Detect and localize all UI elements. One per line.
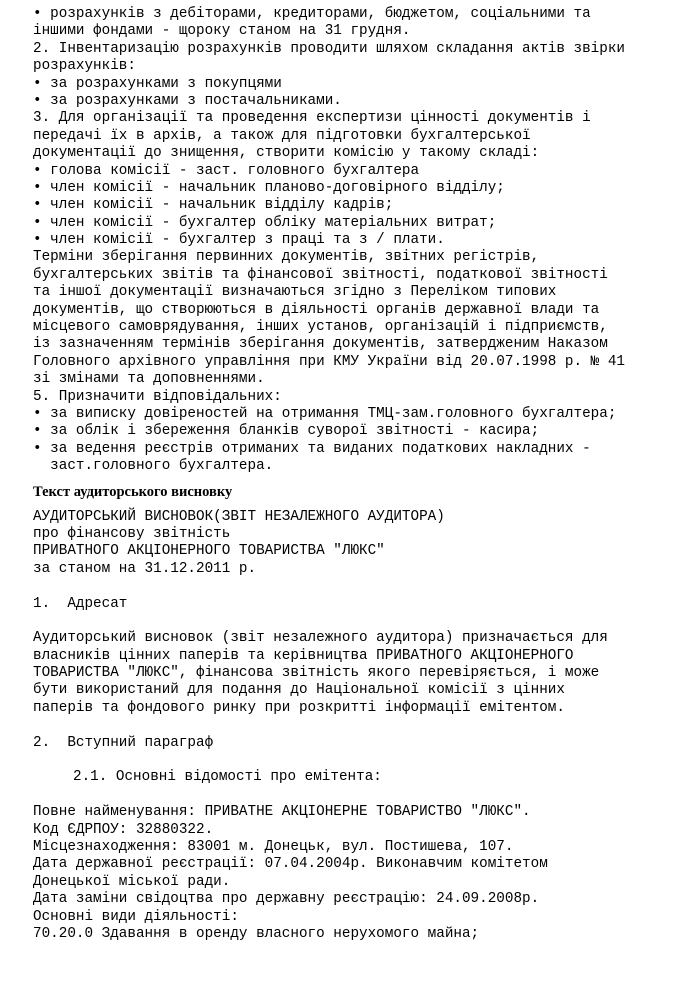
text-line: документації до знищення, створити комісію у такому складі:: [33, 145, 540, 162]
text-line: 3. Для організації та проведення експертизи цінності документів і: [33, 110, 591, 127]
report-title-line: ПРИВАТНОГО АКЦІОНЕРНОГО ТОВАРИСТВА "ЛЮКС": [33, 543, 385, 560]
text-line: Донецької міської ради.: [33, 873, 231, 890]
spacer: [33, 578, 673, 595]
section-heading: Текст аудиторського висновку: [33, 483, 233, 500]
text-line: та іншої документації визначаються згідно з Переліком типових: [33, 284, 557, 301]
spacer: [33, 717, 673, 734]
text-line: місцевого самоврядування, інших установ, організацій і підприємств,: [33, 319, 608, 336]
spacer: [33, 613, 673, 630]
text-line: • член комісії - начальник відділу кадрів;: [33, 197, 394, 214]
report-title-block: [33, 509, 673, 579]
text-line: Терміни зберігання первинних документів, звітних регістрів,: [33, 249, 540, 266]
text-line: 2. Інвентаризацію розрахунків проводити шляхом складання актів звірки: [33, 40, 625, 57]
text-line: розрахунків:: [33, 58, 136, 75]
text-line: передачі їх в архів, а також для підготовки бухгалтерської: [33, 127, 531, 144]
spacer: [33, 787, 673, 804]
text-line: Аудиторський висновок (звіт незалежного аудитора) призначається для: [33, 630, 608, 647]
section2-body: [33, 804, 673, 943]
text-line: власників цінних паперів та керівництва ПРИВАТНОГО АКЦІОНЕРНОГО: [33, 647, 574, 664]
report-title-line: АУДИТОРСЬКИЙ ВИСНОВОК(ЗВІТ НЕЗАЛЕЖНОГО АУДИТОРА): [33, 508, 445, 525]
text-line: Дата державної реєстрації: 07.04.2004р. Виконавчим комітетом: [33, 856, 548, 873]
section2-title: 2. Вступний параграф: [33, 734, 214, 751]
text-line: • за виписку довіреностей на отримання ТМЦ-зам.головного бухгалтера;: [33, 405, 617, 422]
text-line: іншими фондами - щороку станом на 31 грудня.: [33, 23, 411, 40]
text-line: заст.головного бухгалтера.: [33, 458, 274, 475]
text-line: документів, що створюються в діяльності органів державної влади та: [33, 301, 600, 318]
report-title-line: за станом на 31.12.2011 р.: [33, 560, 257, 577]
text-line: Головного архівного управління при КМУ України від 20.07.1998 р. № 41: [33, 353, 625, 370]
text-line: • член комісії - бухгалтер обліку матеріальних витрат;: [33, 214, 497, 231]
section2-subtitle: 2.1. Основні відомості про емітента:: [73, 769, 382, 786]
section1-body: [33, 630, 673, 717]
spacer: [33, 752, 673, 769]
document-page: [33, 6, 673, 943]
text-line: Код ЄДРПОУ: 32880322.: [33, 821, 214, 838]
text-line: • за облік і збереження бланків суворої звітності - касира;: [33, 423, 540, 440]
text-line: • член комісії - бухгалтер з праці та з / плати.: [33, 232, 445, 249]
section1-title: 1. Адресат: [33, 595, 128, 612]
text-line: Повне найменування: ПРИВАТНЕ АКЦІОНЕРНЕ ТОВАРИСТВО "ЛЮКС".: [33, 804, 531, 821]
text-line: із зазначенням термінів зберігання документів, затвердженим Наказом: [33, 336, 608, 353]
top-section: [33, 6, 673, 476]
text-line: 70.20.0 Здавання в оренду власного нерухомого майна;: [33, 925, 480, 942]
text-line: бути використаний для подання до Національної комісії з цінних: [33, 682, 565, 699]
text-line: Дата заміни свідоцтва про державну реєстрацію: 24.09.2008р.: [33, 891, 540, 908]
text-line: • розрахунків з дебіторами, кредиторами, бюджетом, соціальними та: [33, 6, 591, 22]
text-line: Основні види діяльності:: [33, 908, 239, 925]
text-line: зі змінами та доповненнями.: [33, 371, 265, 388]
text-line: • за розрахунками з покупцями: [33, 75, 282, 92]
text-line: бухгалтерських звітів та фінансової звітності, податкової звітності: [33, 266, 608, 283]
text-line: Місцезнаходження: 83001 м. Донецьк, вул. Постишева, 107.: [33, 838, 514, 855]
text-line: • за ведення реєстрів отриманих та виданих податкових накладних -: [33, 440, 591, 457]
text-line: • голова комісії - заст. головного бухгалтера: [33, 162, 420, 179]
text-line: • член комісії - начальник планово-договірного відділу;: [33, 179, 505, 196]
text-line: паперів та фондового ринку при розкритті інформації емітентом.: [33, 699, 565, 716]
report-title-line: про фінансову звітність: [33, 525, 231, 542]
text-line: • за розрахунками з постачальниками.: [33, 92, 342, 109]
text-line: ТОВАРИСТВА "ЛЮКС", фінансова звітність якого перевіряється, і може: [33, 665, 600, 682]
text-line: 5. Призначити відповідальних:: [33, 388, 282, 405]
